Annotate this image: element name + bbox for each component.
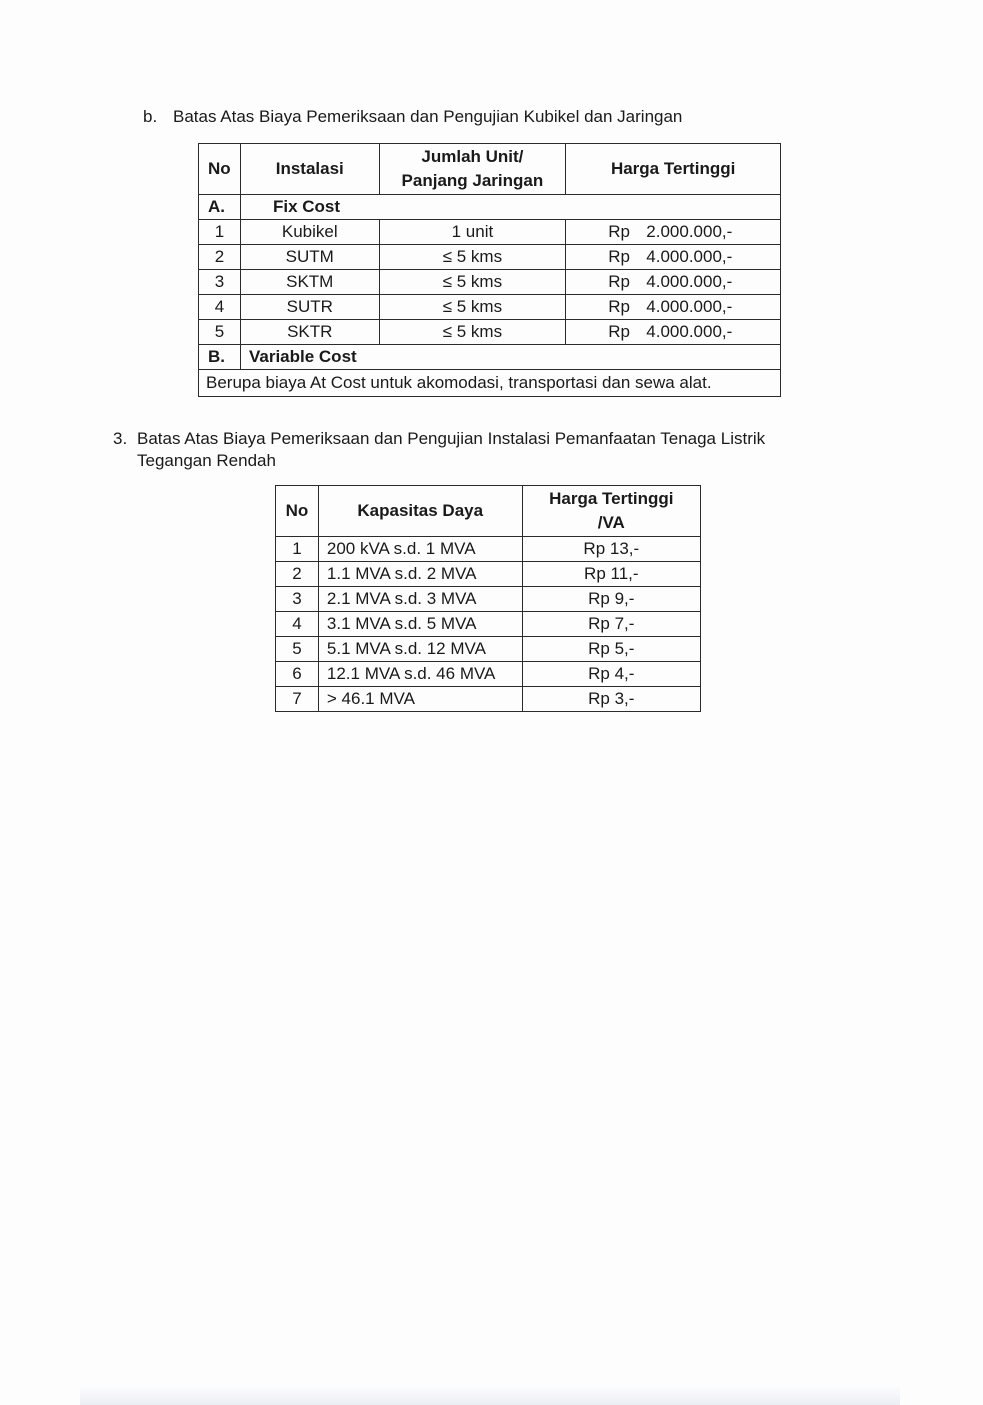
row-no: 3 [276,587,319,612]
row-kapasitas: > 46.1 MVA [318,687,522,712]
row-no: 1 [276,537,319,562]
row-instalasi: SKTR [240,320,379,345]
row-harga [566,295,781,320]
table-row [199,245,781,270]
row-harga-value: 4.000.000,- [646,297,733,316]
row-no: 2 [199,245,241,270]
row-harga-currency: Rp [608,322,631,341]
row-harga-value: 4.000.000,- [646,272,733,291]
row-no: 5 [276,637,319,662]
row-harga-currency: Rp [608,222,631,241]
table-row [276,612,701,637]
row-harga [566,270,781,295]
row-no: 6 [276,662,319,687]
row-jumlah: 1 unit [379,220,566,245]
kubikel-jaringan-table [198,143,781,397]
table-row [276,637,701,662]
row-instalasi: SKTM [240,270,379,295]
row-no: 4 [276,612,319,637]
row-kapasitas: 5.1 MVA s.d. 12 MVA [318,637,522,662]
table-row [199,320,781,345]
row-harga: Rp 5,- [522,637,700,662]
table-row [199,220,781,245]
row-jumlah: ≤ 5 kms [379,320,566,345]
section-3-title-line2: Tegangan Rendah [137,451,276,470]
row-no: 5 [199,320,241,345]
row-no: 4 [199,295,241,320]
row-kapasitas: 2.1 MVA s.d. 3 MVA [318,587,522,612]
row-jumlah: ≤ 5 kms [379,245,566,270]
variable-cost-note-row [199,370,781,397]
row-harga [566,245,781,270]
table-row [276,587,701,612]
header-kapasitas: Kapasitas Daya [318,486,522,537]
variable-cost-note: Berupa biaya At Cost untuk akomodasi, transportasi dan sewa alat. [199,370,781,397]
row-harga-value: 2.000.000,- [646,222,733,241]
row-harga: Rp 3,- [522,687,700,712]
header-harga: Harga Tertinggi [566,144,781,195]
header-harga-va [522,486,700,537]
fix-cost-label: Fix Cost [240,195,780,220]
variable-cost-row [199,345,781,370]
header-no: No [276,486,319,537]
row-harga [566,320,781,345]
row-instalasi: SUTM [240,245,379,270]
header-harga-line1: Harga Tertinggi [549,489,674,508]
row-harga [566,220,781,245]
row-harga: Rp 7,- [522,612,700,637]
fix-cost-no: A. [199,195,241,220]
header-harga-line2: /VA [597,513,625,532]
table-header-row [199,144,781,195]
variable-cost-no: B. [199,345,241,370]
row-kapasitas: 200 kVA s.d. 1 MVA [318,537,522,562]
section-b-heading [143,106,682,128]
header-instalasi: Instalasi [240,144,379,195]
row-harga-value: 4.000.000,- [646,247,733,266]
variable-cost-label: Variable Cost [240,345,780,370]
scan-edge-shadow [80,1386,900,1405]
row-kapasitas: 3.1 MVA s.d. 5 MVA [318,612,522,637]
row-harga: Rp 9,- [522,587,700,612]
header-no: No [199,144,241,195]
section-3-marker: 3. [113,429,128,448]
table-row [276,537,701,562]
table-row [276,662,701,687]
section-3-heading [113,428,765,450]
row-harga: Rp 4,- [522,662,700,687]
row-jumlah: ≤ 5 kms [379,295,566,320]
section-3-title-line1: Batas Atas Biaya Pemeriksaan dan Pengujian Instalasi Pemanfaatan Tenaga Listrik [137,429,766,448]
table-row [276,562,701,587]
row-harga-currency: Rp [608,272,631,291]
row-kapasitas: 12.1 MVA s.d. 46 MVA [318,662,522,687]
row-no: 1 [199,220,241,245]
row-harga: Rp 13,- [522,537,700,562]
header-jumlah-line2: Panjang Jaringan [401,171,544,190]
table-row [199,270,781,295]
section-b-marker: b. [143,107,158,126]
row-kapasitas: 1.1 MVA s.d. 2 MVA [318,562,522,587]
row-harga-value: 4.000.000,- [646,322,733,341]
table-header-row [276,486,701,537]
row-harga-currency: Rp [608,247,631,266]
kapasitas-daya-table [275,485,701,712]
fix-cost-row [199,195,781,220]
row-jumlah: ≤ 5 kms [379,270,566,295]
table-row [276,687,701,712]
header-jumlah-line1: Jumlah Unit/ [421,147,524,166]
row-instalasi: SUTR [240,295,379,320]
row-harga-currency: Rp [608,297,631,316]
row-no: 7 [276,687,319,712]
row-instalasi: Kubikel [240,220,379,245]
header-jumlah [379,144,566,195]
section-b-title: Batas Atas Biaya Pemeriksaan dan Pengujian Kubikel dan Jaringan [173,107,683,126]
row-no: 2 [276,562,319,587]
row-harga: Rp 11,- [522,562,700,587]
row-no: 3 [199,270,241,295]
table-row [199,295,781,320]
